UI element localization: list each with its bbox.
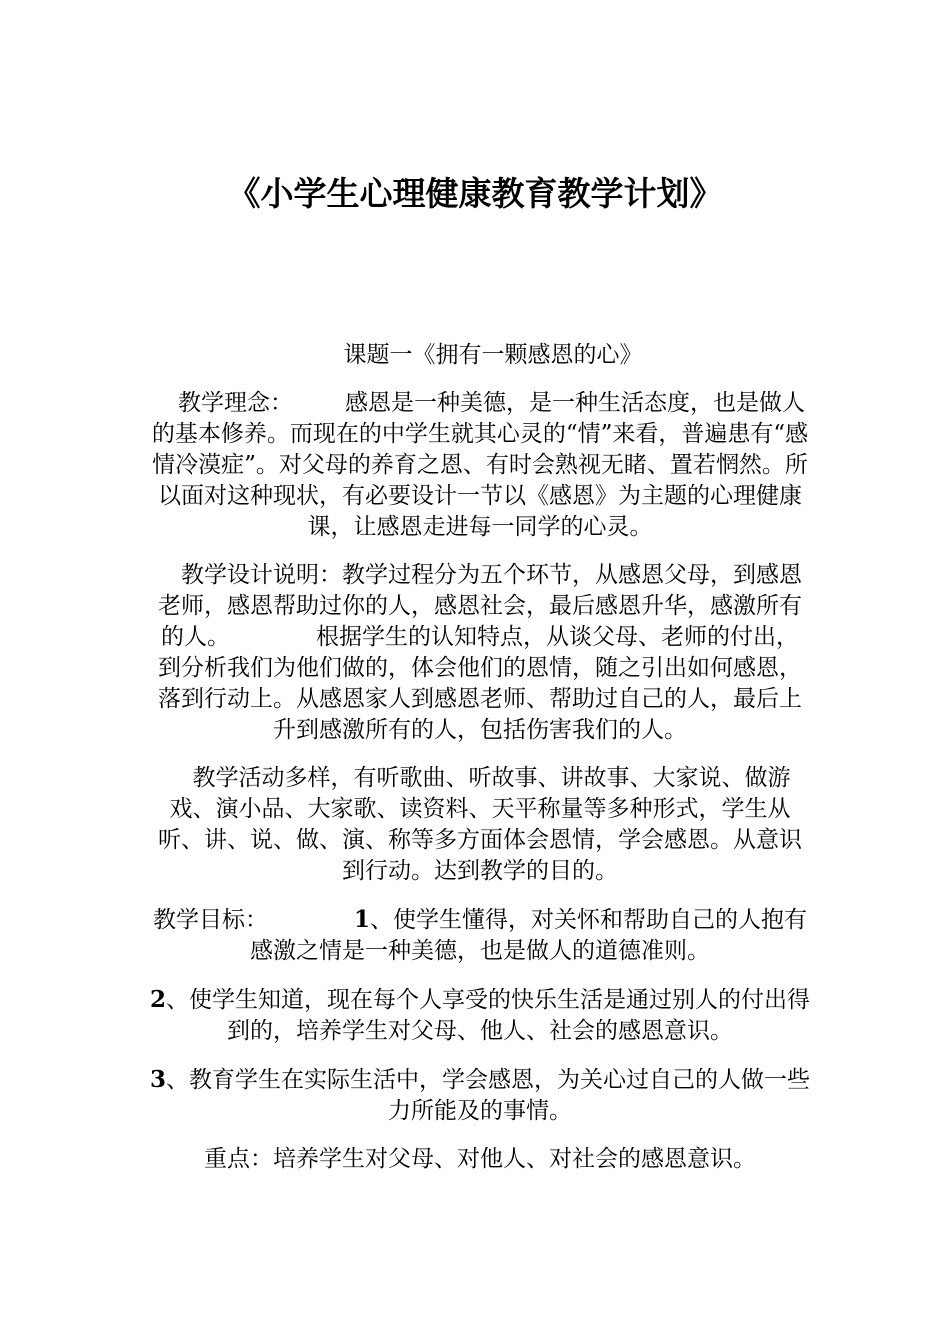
goals-label: 教学目标：	[152, 907, 268, 933]
design-paragraph	[150, 560, 810, 746]
design-text-2: 根据学生的认知特点，从谈父母、老师的付出，到分析我们为他们做的，体会他们的恩情，随之引出如何感恩，落到行动上。从感恩家人到感恩老师、帮助过自己的人，最后上升到感激所有的人，包括伤害我们的人。	[158, 624, 802, 743]
philosophy-text: 感恩是一种美德，是一种生活态度，也是做人的基本修养。而现在的中学生就其心灵的“情”来看，普遍患有“感情冷漠症”。对父母的养育之恩、有时会熟视无睹、置若惘然。所以面对这种现状，有必要设计一节以《感恩》为主题的心理健康课，让感恩走进每一同学的心灵。	[151, 390, 809, 540]
design-text-1: 教学过程分为五个环节，从感恩父母，到感恩老师，感恩帮助过你的人，感恩社会，最后感恩升华，感激所有的人。	[158, 562, 802, 650]
activities-text: 教学活动多样，有听歌曲、听故事、讲故事、大家说、做游戏、演小品、大家歌、读资料、天平称量等多种形式，学生从听、讲、说、做、演、称等多方面体会恩情，学会感恩。从意识到行动。达到教学的目的。	[158, 765, 802, 884]
goal-number-1: 1	[353, 906, 370, 933]
goal-text-2: 、使学生知道，现在每个人享受的快乐生活是通过别人的付出得到的，培养学生对父母、他人、社会的感恩意识。	[166, 987, 811, 1044]
philosophy-label: 教学理念：	[178, 390, 293, 416]
document-body	[150, 340, 810, 1192]
goal-text-1: 、使学生懂得，对关怀和帮助自己的人抱有感激之情是一种美德，也是做人的道德准则。	[250, 907, 807, 964]
key-point-paragraph: 重点：培养学生对父母、对他人、对社会的感恩意识。	[204, 1146, 756, 1172]
goal-number-2: 2	[150, 986, 167, 1013]
goal-text-3: 、教育学生在实际生活中，学会感恩，为关心过自己的人做一些力所能及的事情。	[166, 1067, 811, 1124]
design-label: 教学设计说明：	[181, 562, 342, 588]
document-title: 《小学生心理健康教育教学计划》	[227, 174, 723, 214]
activities-paragraph	[150, 763, 810, 887]
goal-paragraph-1	[150, 904, 810, 967]
section-title: 课题一《拥有一颗感恩的心》	[343, 342, 643, 368]
goal-paragraph-3	[150, 1064, 810, 1127]
goal-paragraph-2	[150, 984, 810, 1047]
goal-number-3: 3	[150, 1066, 167, 1093]
philosophy-paragraph	[150, 388, 810, 543]
